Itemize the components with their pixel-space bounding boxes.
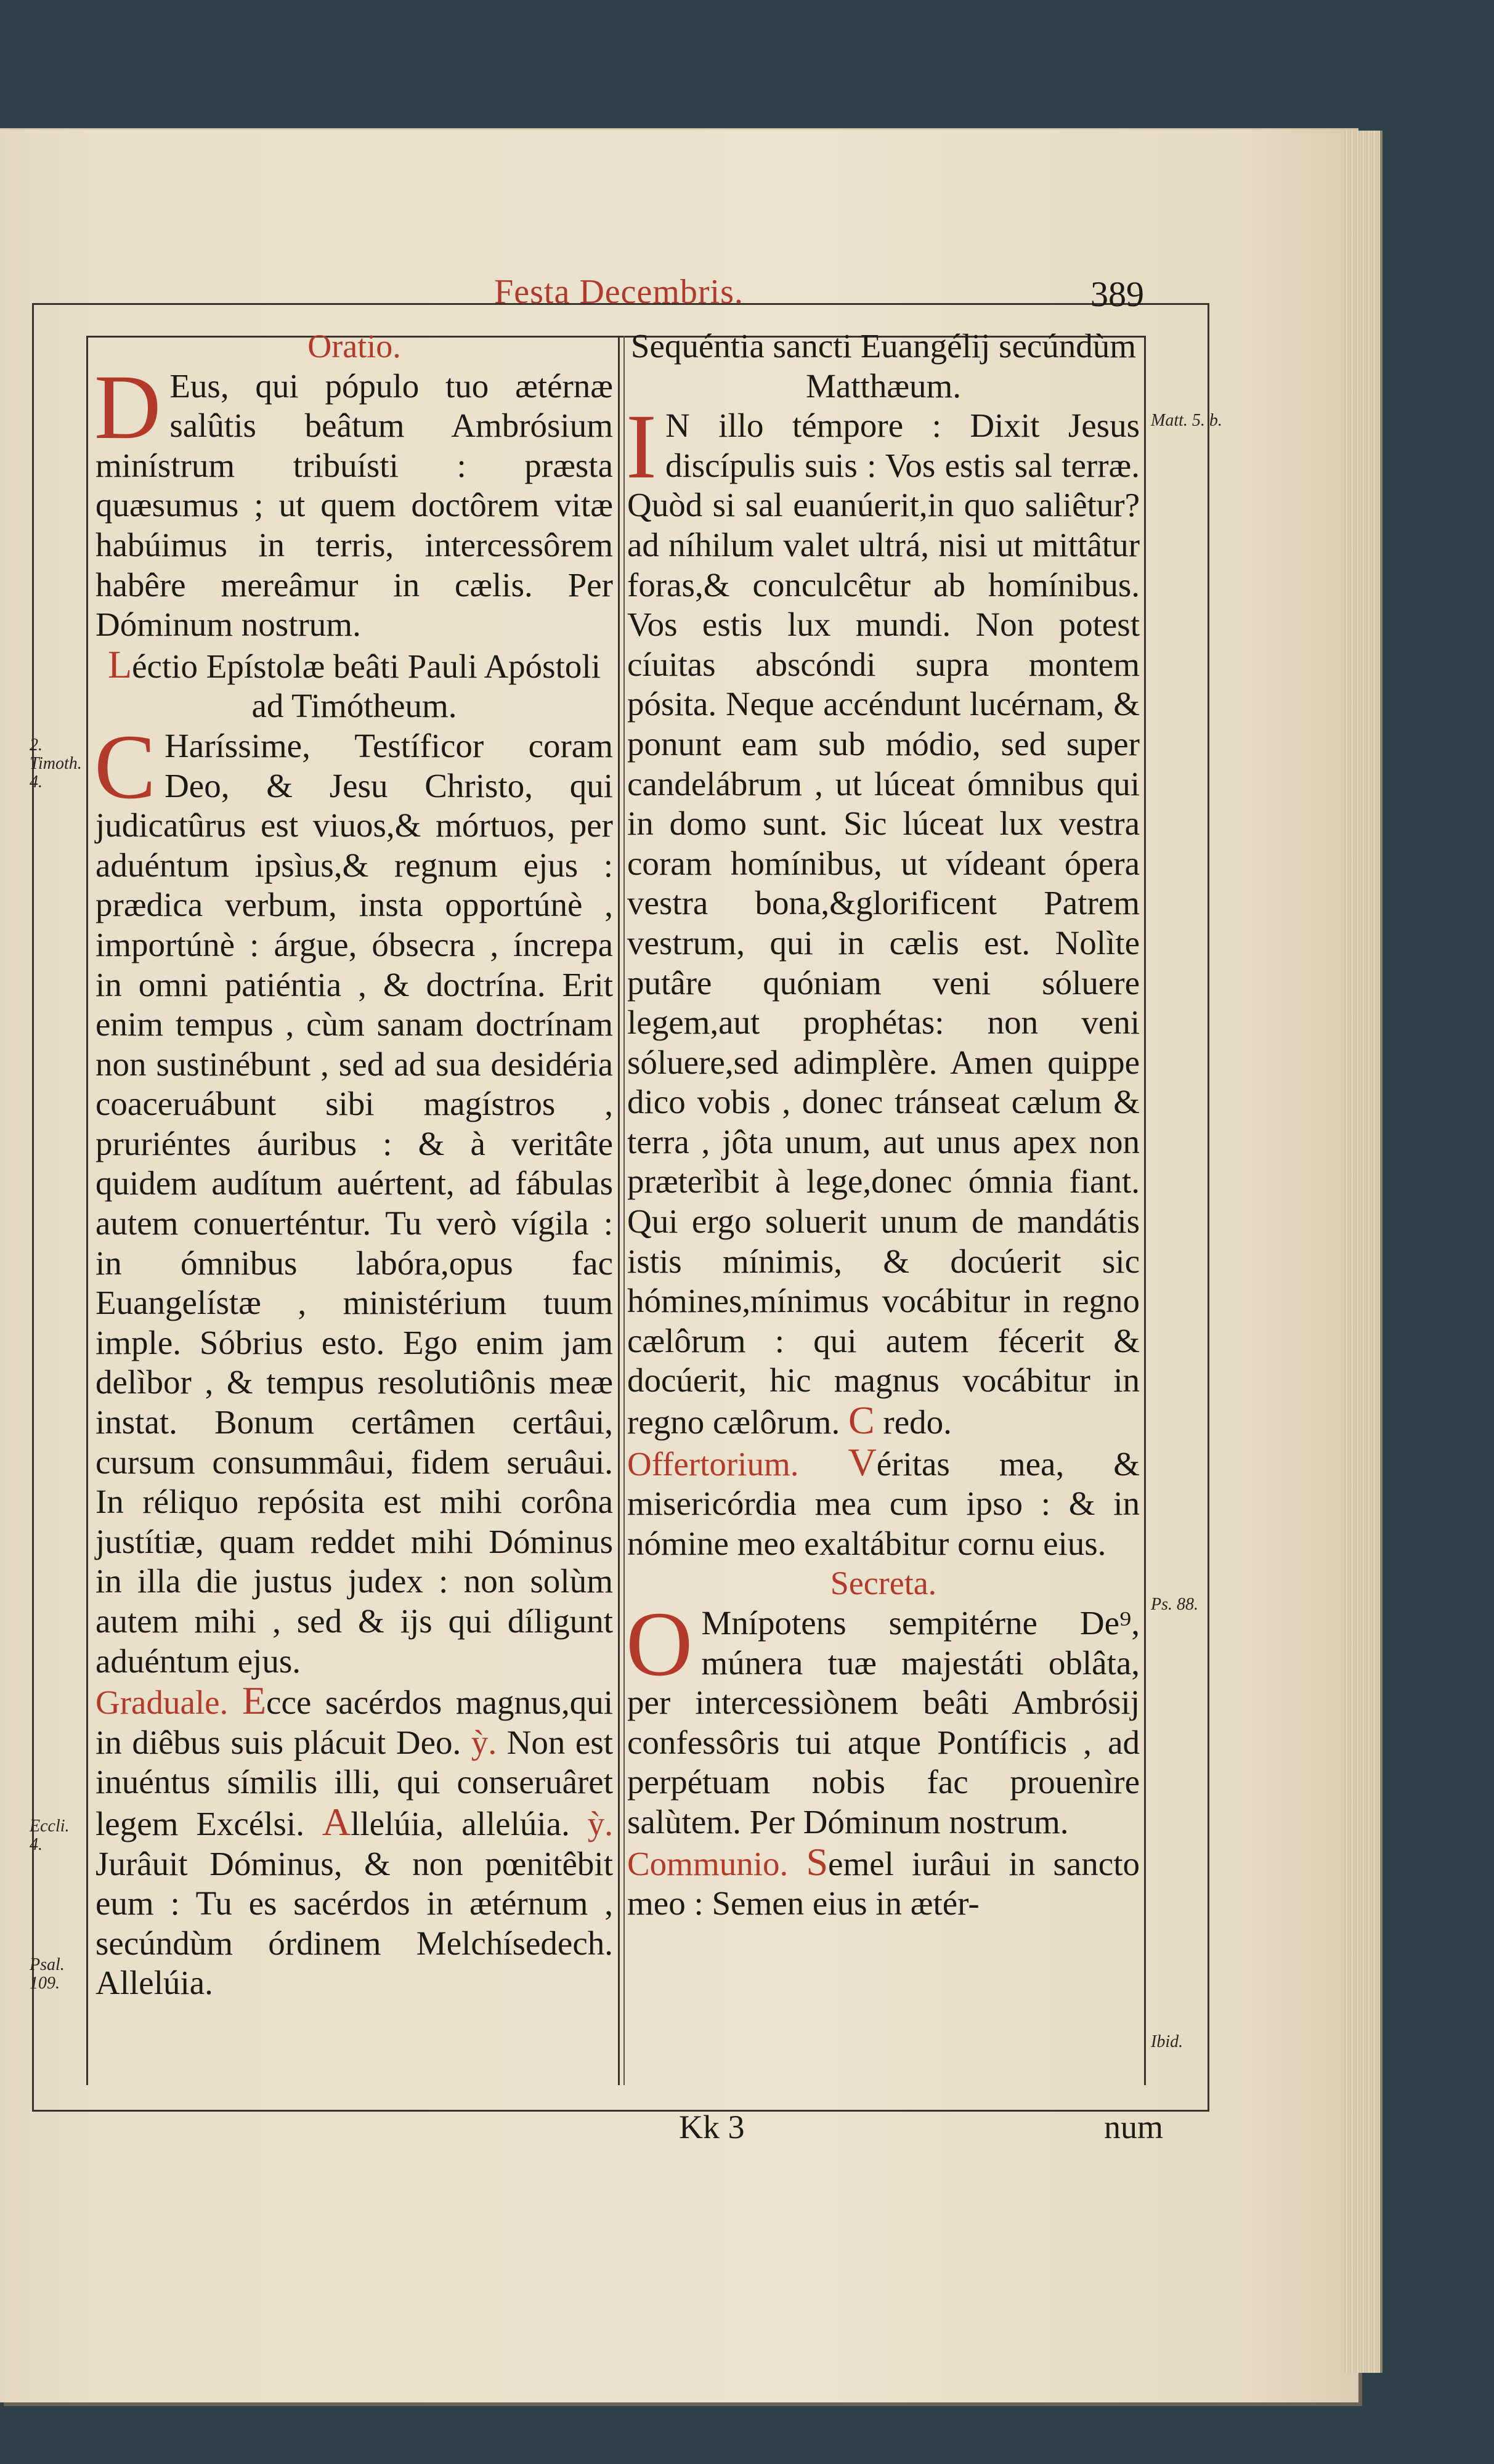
page-footer xyxy=(32,2107,1206,2150)
versicle-symbol-2: ỳ. xyxy=(587,1804,613,1842)
page-number: 389 xyxy=(1090,274,1144,314)
left-margin-rule xyxy=(86,336,88,2085)
secreta-paragraph xyxy=(626,1593,1140,1842)
offertorium-initial: V xyxy=(848,1440,877,1484)
margin-note-matt: Matt. 5. b. xyxy=(1151,411,1222,430)
epistle-paragraph xyxy=(94,715,613,1681)
secreta-heading: Secreta. xyxy=(830,1565,937,1602)
versicle-text-1: Non est inuéntus símilis illi, qui conseruâret legem Excélsi. xyxy=(95,1723,613,1842)
column-divider-rule xyxy=(618,336,620,2085)
offertorium-label: Offertorium. xyxy=(627,1445,799,1483)
versicle-symbol-1: ỳ. xyxy=(471,1723,497,1761)
graduale-text: cce sacérdos magnus,qui in diêbus suis plácuit Deo. xyxy=(95,1684,613,1761)
margin-note-psal109: Psal. 109. xyxy=(30,1955,65,1993)
offertorium-paragraph xyxy=(627,1440,1140,1564)
alleluia-text: llelúia, allelúia. xyxy=(351,1804,570,1842)
page-edges xyxy=(1343,131,1382,2373)
lectio-initial: L xyxy=(108,642,132,686)
right-column xyxy=(627,326,1140,1924)
oratio-paragraph xyxy=(94,355,613,645)
versicle-text-2: Jurâuit Dóminus, & non pœnitêbit eum : Tu es sacérdos in ætérnum , secúndùm órdinem Melchísedech. Allelúia. xyxy=(95,1844,613,2002)
oratio-heading: Oratio. xyxy=(307,328,401,365)
right-margin-rule xyxy=(1144,336,1146,2085)
communio-initial: S xyxy=(806,1839,829,1884)
running-head: Festa Decembris. xyxy=(494,273,744,311)
margin-note-ps88: Ps. 88. xyxy=(1151,1595,1198,1614)
left-column xyxy=(95,326,613,2003)
secreta-dropcap: O xyxy=(626,1593,693,1695)
gospel-text: N illo témpore : Dixit Jesus discípulis suis : Vos estis sal terræ. Quòd si sal euanúerit,in quo saliêtur? ad níhilum valet ultrá, nisi ut mittâtur foras,& conculcêtur ab homínibus. Vos estis lux mundi. Non potest cíuitas abscóndi supra montem pósita. Neque accéndunt lucérnam, & ponunt eam sub módio, sed super candelábrum , ut lúceat ómnibus qui in domo sunt. Sic lúceat lux vestra coram homínibus, ut vídeant ópera vestra bona,&glorificent Patrem vestrum, qui in cælis est. Nolìte putâre quóniam veni sóluere legem,aut prophétas: non veni sóluere,sed adimplère. Amen quippe dico vobis , donec tránseat cælum & terra , jôta unum, aut unus apex non præterìbit à lege,donec ómnia fiant. Qui ergo soluerit unum de mandátis istis mínimis, & docúerit sic hómines,mínimus vocábitur in regno cælôrum : qui autem fécerit & docúerit, hic magnus vocábitur in regno cælôrum. xyxy=(627,407,1140,1441)
credo-initial: C xyxy=(848,1398,875,1443)
communio-label: Communio. xyxy=(627,1844,789,1882)
graduale-initial: E xyxy=(242,1679,267,1723)
page-header xyxy=(32,272,1206,314)
lectio-title xyxy=(95,642,613,726)
gospel-heading: Sequéntia sancti Euangélij secúndùm Matthæum. xyxy=(630,327,1137,405)
signature-mark: Kk 3 xyxy=(679,2109,745,2146)
lectio-title-text: éctio Epístolæ beâti Pauli Apóstoli ad Timótheum. xyxy=(132,647,601,725)
margin-note-timothy: 2. Timoth. 4. xyxy=(30,736,82,792)
catchword: num xyxy=(1104,2109,1164,2146)
margin-note-ibid: Ibid. xyxy=(1151,2032,1183,2051)
secreta-text: Mnípotens sempitérne De⁹, múnera tuæ majestáti oblâta, per intercessiònem beâti Ambrósij confessôris tui atque Pontíficis , ad perpétuam nobis fac prouenìre salùtem. Per Dóminum nostrum. xyxy=(627,1604,1140,1841)
graduale-paragraph xyxy=(95,1681,613,2003)
graduale-label: Graduale. xyxy=(95,1684,229,1722)
alleluia-initial: A xyxy=(322,1799,351,1844)
communio-paragraph xyxy=(627,1839,1140,1924)
gospel-paragraph xyxy=(626,395,1140,1443)
epistle-dropcap: C xyxy=(94,715,156,818)
column-divider-rule-inner xyxy=(623,336,625,2085)
offertorium-text: éritas mea, & misericórdia mea cum ipso : & in nómine meo exaltábitur cornu eius. xyxy=(627,1445,1140,1562)
credo-text: redo. xyxy=(883,1403,952,1441)
oratio-text: Eus, qui pópulo tuo ætérnæ salûtis beâtum Ambrósium minístrum tribuísti : præsta quæsumus ; ut quem doctôrem vitæ habúimus in terris, intercessôrem habêre mereâmur in cælis. Per Dóminum nostrum. xyxy=(95,367,613,644)
margin-note-eccli: Eccli. 4. xyxy=(30,1817,70,1854)
communio-text: emel iurâui in sancto meo : Semen eius in ætér- xyxy=(627,1844,1140,1923)
gospel-dropcap: I xyxy=(626,395,657,498)
epistle-text: Haríssime, Testíficor coram Deo, & Jesu Christo, qui judicatûrus est viuos,& mórtuos, per aduéntum ipsìus,& regnum ejus : prædica verbum, insta opportúnè , importúnè : árgue, óbsecra , íncrepa in omni patiéntia , & doctrína. Erit enim tempus , cùm sanam doctrínam non sustinébunt , sed ad sua desidéria coaceruábunt sibi magístros , pruriéntes áuribus : & à veritâte quidem audítum auértent, ad fábulas autem conuerténtur. Tu verò vígila : in ómnibus labóra,opus fac Euangelístæ , ministérium tuum imple. Sóbrius esto. Ego enim jam delìbor , & tempus resolutiônis meæ instat. Bonum certâmen certâui, cursum consummâui, fidem seruâui. In réliquo repósita est mihi corôna justítiæ, quam reddet mihi Dóminus in illa die justus judex : non solùm autem mihi , sed & ijs qui díligunt aduéntum ejus. xyxy=(95,726,613,1680)
oratio-dropcap: D xyxy=(94,355,161,458)
